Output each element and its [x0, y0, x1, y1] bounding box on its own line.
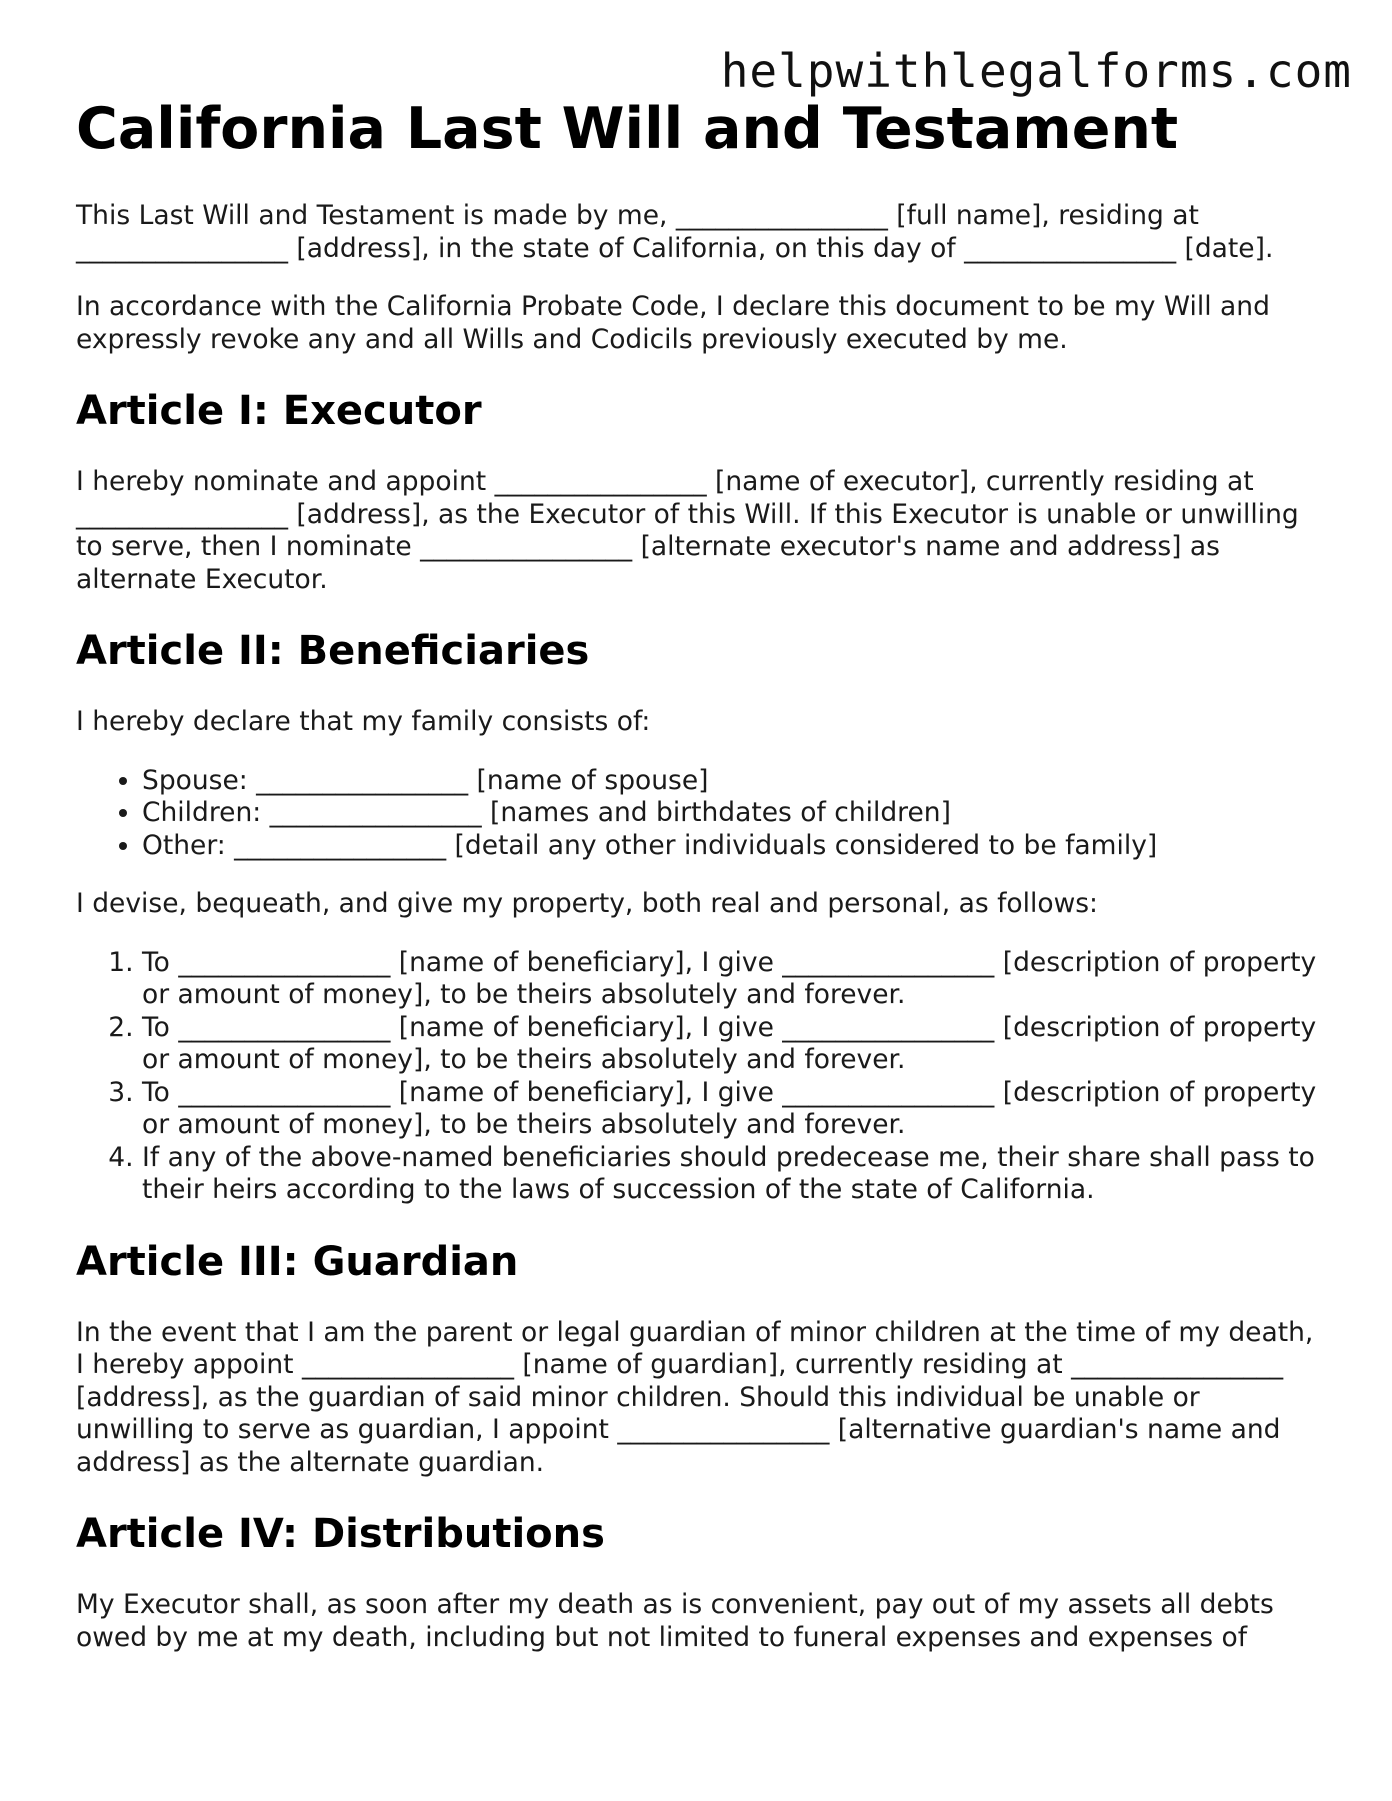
family-intro: I hereby declare that my family consists of:: [76, 706, 651, 737]
list-item-other: • Other: ________________ [detail any other individuals considered to be family]: [142, 830, 1326, 863]
executor-paragraph: I hereby nominate and appoint ________________ [name of executor], currently residing at ________________ [address], as the Executor of this Will. If this Executor is unable or unwilling to serve, then I nominate ________________ [alternate executor's name and address] as alternate Executor.: [76, 466, 1299, 595]
distributions-paragraph: My Executor shall, as soon after my death as is convenient, pay out of my assets all debts owed by me at my death, including but not limited to funeral expenses and expenses of: [76, 1589, 1274, 1653]
list-item-devise: 3. To ________________ [name of beneficiary], I give ________________ [description of property or amount of money], to be theirs absolutely and forever.: [142, 1077, 1326, 1142]
intro-paragraph: This Last Will and Testament is made by me, ________________ [full name], residing at ________________ [address], in the state of California, on this day of ________________ [date].: [76, 200, 1274, 264]
article-4-heading: Article IV: Distributions: [76, 1511, 605, 1557]
article-1-heading: Article I: Executor: [76, 388, 482, 434]
document-title: California Last Will and Testament: [76, 96, 1179, 162]
document-page: [76, 94, 1326, 1680]
guardian-paragraph: In the event that I am the parent or legal guardian of minor children at the time of my death, I hereby appoint ________________ [name of guardian], currently residing at ________________ [address], as the guardian of said minor children. Should this individual be unable or unwilling to serve as guardian, I appoint ________________ [alternative guardian's name and address] as the alternate guardian.: [76, 1316, 1314, 1478]
devise-list: [76, 947, 1326, 1207]
devise-intro: I devise, bequeath, and give my property, both real and personal, as follows:: [76, 888, 1098, 919]
list-item-devise: 1. To ________________ [name of beneficiary], I give ________________ [description of property or amount of money], to be theirs absolutely and forever.: [142, 947, 1326, 1012]
list-item-devise: 2. To ________________ [name of beneficiary], I give ________________ [description of property or amount of money], to be theirs absolutely and forever.: [142, 1012, 1326, 1077]
watermark: helpwithlegalforms.com: [720, 44, 1352, 98]
list-item-predecease: 4. If any of the above-named beneficiaries should predecease me, their share shall pass to their heirs according to the laws of succession of the state of California.: [142, 1142, 1326, 1207]
list-item-spouse: • Spouse: ________________ [name of spouse]: [142, 765, 1326, 798]
article-2-heading: Article II: Beneficiaries: [76, 628, 590, 674]
revocation-paragraph: In accordance with the California Probate Code, I declare this document to be my Will and expressly revoke any and all Wills and Codicils previously executed by me.: [76, 291, 1270, 355]
family-list: [76, 765, 1326, 863]
list-item-children: • Children: ________________ [names and birthdates of children]: [142, 797, 1326, 830]
article-3-heading: Article III: Guardian: [76, 1238, 519, 1285]
